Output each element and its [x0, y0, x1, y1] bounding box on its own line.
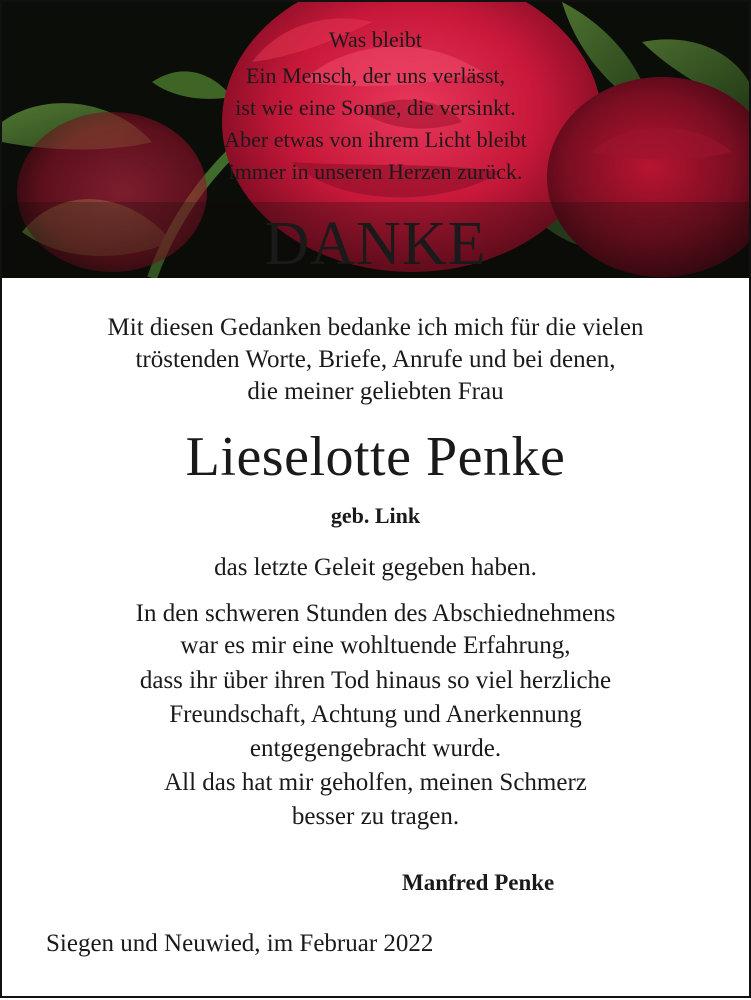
poem-line: ist wie eine Sonne, die versinkt. — [235, 95, 516, 120]
closing-line: entgegengebracht wurde. — [249, 735, 502, 762]
closing-line: dass ihr über ihren Tod hinaus so viel herzliche — [139, 667, 612, 694]
intro-line: tröstenden Worte, Briefe, Anrufe und bei denen, — [135, 346, 616, 373]
rose-header — [2, 2, 749, 278]
closing-line: Freundschaft, Achtung und Anerkennung — [169, 701, 582, 728]
danke-heading: DANKE — [264, 210, 487, 278]
place-date: Siegen und Neuwied, im Februar 2022 — [46, 930, 434, 957]
closing-line: besser zu tragen. — [291, 803, 460, 830]
deceased-name: Lieselotte Penke — [185, 426, 566, 488]
maiden-name: geb. Link — [330, 503, 421, 528]
closing-line: war es mir eine wohltuende Erfahrung, — [180, 632, 571, 659]
signature: Manfred Penke — [402, 870, 555, 895]
poem-line: Aber etwas von ihrem Licht bleibt — [224, 127, 527, 152]
poem-title: Was bleibt — [329, 27, 422, 52]
closing-line: In den schweren Stunden des Abschiednehmens — [135, 600, 616, 627]
escort-line: das letzte Geleit gegeben haben. — [214, 554, 537, 581]
poem-line: immer in unseren Herzen zurück. — [228, 159, 523, 184]
closing-line: All das hat mir geholfen, meinen Schmerz — [164, 769, 587, 796]
intro-line: Mit diesen Gedanken bedanke ich mich für die vielen — [107, 314, 644, 341]
poem-line: Ein Mensch, der uns verlässt, — [245, 63, 506, 88]
intro-line: die meiner geliebten Frau — [247, 378, 504, 405]
